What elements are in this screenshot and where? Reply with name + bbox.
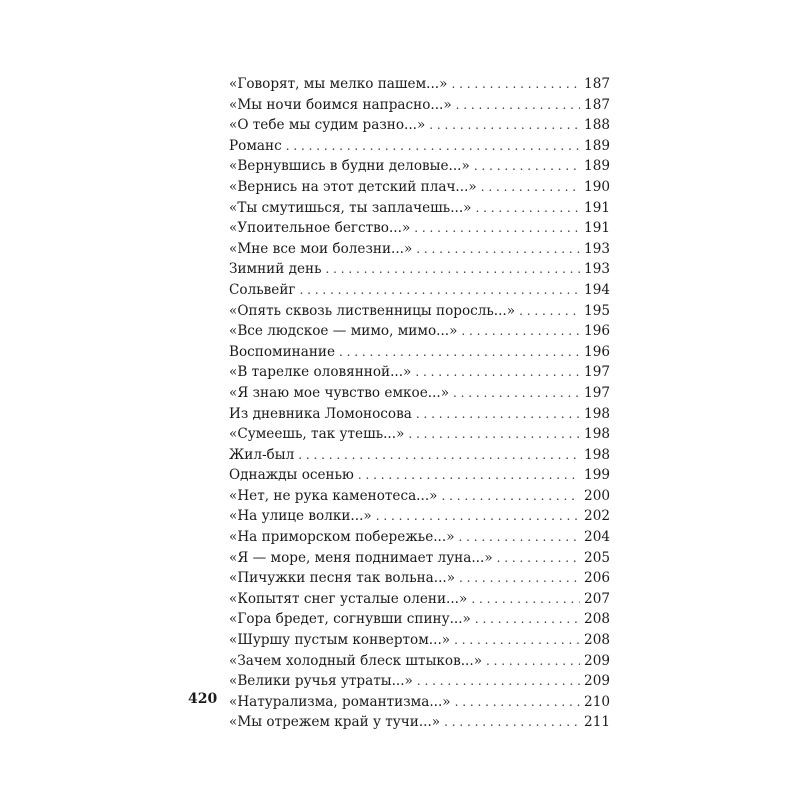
dot-leader xyxy=(497,548,580,569)
dot-leader xyxy=(414,218,580,239)
toc-entry-title: «Мне все мои болезни...» xyxy=(229,240,413,257)
toc-entry xyxy=(229,589,610,610)
dot-leader xyxy=(358,465,580,486)
toc-entry-page-number: 199 xyxy=(584,467,610,484)
dot-leader xyxy=(417,671,580,692)
toc-entry-page-number: 191 xyxy=(584,199,610,216)
toc-entry xyxy=(229,568,610,589)
toc-entry-title: «Мы ночи боимся напрасно...» xyxy=(229,96,452,113)
toc-entry-page-number: 202 xyxy=(584,508,610,525)
dot-leader xyxy=(461,321,580,342)
toc-entry-page-number: 206 xyxy=(584,570,610,587)
page-number: 420 xyxy=(188,691,218,707)
toc-entry xyxy=(229,177,610,198)
toc-entry xyxy=(229,198,610,219)
toc-entry xyxy=(229,465,610,486)
toc-entry-page-number: 197 xyxy=(584,364,610,381)
toc-entry xyxy=(229,95,610,116)
toc-entry xyxy=(229,259,610,280)
toc-entry-page-number: 190 xyxy=(584,178,610,195)
toc-entry-page-number: 191 xyxy=(584,220,610,237)
dot-leader xyxy=(459,568,580,589)
dot-leader xyxy=(456,95,580,116)
dot-leader xyxy=(444,712,580,733)
toc-entry xyxy=(229,548,610,569)
dot-leader xyxy=(416,239,580,260)
dot-leader xyxy=(325,259,580,280)
toc-entry-title: «Сумеешь, так утешь...» xyxy=(229,426,405,443)
toc-entry xyxy=(229,671,610,692)
toc-entry xyxy=(229,630,610,651)
toc-entry-page-number: 198 xyxy=(584,426,610,443)
dot-leader xyxy=(376,506,580,527)
toc-entry-title: «Нет, не рука каменотеса...» xyxy=(229,487,438,504)
toc-entry xyxy=(229,712,610,733)
toc-entry-title: Романс xyxy=(229,137,282,154)
toc-entry-title: «Вернись на этот детский плач...» xyxy=(229,178,477,195)
toc-entry-title: «Все людское — мимо, мимо...» xyxy=(229,323,458,340)
toc-entry-title: Воспоминание xyxy=(229,343,335,360)
toc-entry-title: Жил-был xyxy=(229,446,295,463)
toc-entry-page-number: 187 xyxy=(584,76,610,92)
dot-leader xyxy=(474,156,580,177)
toc-entry-title: Из дневника Ломоносова xyxy=(229,405,412,422)
toc-entry-page-number: 208 xyxy=(584,632,610,649)
dot-leader xyxy=(441,486,580,507)
toc-entry-page-number: 193 xyxy=(584,261,610,278)
toc-entry-page-number: 198 xyxy=(584,405,610,422)
dot-leader xyxy=(481,177,580,198)
dot-leader xyxy=(429,115,580,136)
dot-leader xyxy=(471,589,580,610)
toc-entry-title: «О тебе мы судим разно...» xyxy=(229,117,426,134)
toc-entry xyxy=(229,239,610,260)
toc-entry xyxy=(229,280,610,301)
toc-entry-page-number: 189 xyxy=(584,158,610,175)
toc-entry xyxy=(229,445,610,466)
toc-entry-title: «Я знаю мое чувство емкое...» xyxy=(229,384,450,401)
toc-entry xyxy=(229,136,610,157)
toc-entry-title: «Пичужки песня так вольна...» xyxy=(229,570,456,587)
toc-entry-page-number: 196 xyxy=(584,323,610,340)
toc-entry xyxy=(229,527,610,548)
toc-entry xyxy=(229,486,610,507)
dot-leader xyxy=(300,280,581,301)
toc-entry-page-number: 207 xyxy=(584,590,610,607)
toc-entry-title: Однажды осенью xyxy=(229,467,354,484)
dot-leader xyxy=(476,198,581,219)
toc-entry-title: «Велики ручья утраты...» xyxy=(229,673,413,690)
dot-leader xyxy=(459,527,581,548)
dot-leader xyxy=(408,424,580,445)
dot-leader xyxy=(415,362,580,383)
toc-entry xyxy=(229,342,610,363)
toc-entry-page-number: 194 xyxy=(584,281,610,298)
toc-entry xyxy=(229,609,610,630)
toc-entry-title: «Гора бредет, согнувши спину...» xyxy=(229,611,471,628)
toc-entry xyxy=(229,156,610,177)
toc-entry-title: «Говорят, мы мелко пашем...» xyxy=(229,76,448,92)
toc-entry-title: «Вернувшись в будни деловые...» xyxy=(229,158,470,175)
toc-entry-title: «Ты смутишься, ты заплачешь...» xyxy=(229,199,472,216)
toc-entry-title: «Зачем холодный блеск штыков...» xyxy=(229,652,483,669)
toc-entry xyxy=(229,362,610,383)
dot-leader xyxy=(298,445,580,466)
toc-entry-page-number: 210 xyxy=(584,693,610,710)
dot-leader xyxy=(519,301,580,322)
toc-entry-page-number: 187 xyxy=(584,96,610,113)
toc-entry-title: «Мы отрежем край у тучи...» xyxy=(229,714,441,731)
toc-entry xyxy=(229,301,610,322)
toc-entry-title: «Натурализма, романтизма...» xyxy=(229,693,451,710)
toc-entry xyxy=(229,321,610,342)
toc-entry-page-number: 209 xyxy=(584,673,610,690)
toc-entry-page-number: 198 xyxy=(584,446,610,463)
dot-leader xyxy=(286,136,580,157)
toc-entry xyxy=(229,424,610,445)
toc-entry-page-number: 200 xyxy=(584,487,610,504)
toc-entry-page-number: 208 xyxy=(584,611,610,628)
toc-entry-page-number: 205 xyxy=(584,549,610,566)
dot-leader xyxy=(416,404,580,425)
toc-entry-page-number: 204 xyxy=(584,529,610,546)
toc-entry-page-number: 195 xyxy=(584,302,610,319)
toc-entry-title: «Упоительное бегство...» xyxy=(229,220,411,237)
toc-entry-title: Зимний день xyxy=(229,261,322,278)
toc-entry xyxy=(229,74,610,95)
toc-entry xyxy=(229,383,610,404)
dot-leader xyxy=(455,692,580,713)
dot-leader xyxy=(486,651,580,672)
dot-leader xyxy=(454,630,580,651)
toc-entry-title: «Я — море, меня поднимает луна...» xyxy=(229,549,493,566)
toc-entry-page-number: 196 xyxy=(584,343,610,360)
toc-entry-title: «На улице волки...» xyxy=(229,508,372,525)
toc-entry-title: «На приморском побережье...» xyxy=(229,529,455,546)
toc-entry-page-number: 211 xyxy=(584,714,610,731)
dot-leader xyxy=(451,74,580,95)
dot-leader xyxy=(339,342,580,363)
table-of-contents xyxy=(229,74,610,733)
toc-entry-title: «Копытят снег усталые олени...» xyxy=(229,590,468,607)
dot-leader xyxy=(475,609,580,630)
toc-entry-title: Сольвейг xyxy=(229,281,296,298)
toc-entry-page-number: 189 xyxy=(584,137,610,154)
toc-entry xyxy=(229,404,610,425)
toc-entry-page-number: 209 xyxy=(584,652,610,669)
toc-entry xyxy=(229,115,610,136)
toc-entry-title: «В тарелке оловянной...» xyxy=(229,364,412,381)
toc-entry-title: «Опять сквозь лиственницы поросль...» xyxy=(229,302,516,319)
toc-entry-page-number: 197 xyxy=(584,384,610,401)
toc-entry-title: «Шуршу пустым конвертом...» xyxy=(229,632,451,649)
toc-entry xyxy=(229,506,610,527)
toc-entry xyxy=(229,692,610,713)
toc-entry-page-number: 193 xyxy=(584,240,610,257)
toc-entry-page-number: 188 xyxy=(584,117,610,134)
toc-entry xyxy=(229,651,610,672)
dot-leader xyxy=(453,383,580,404)
toc-entry xyxy=(229,218,610,239)
